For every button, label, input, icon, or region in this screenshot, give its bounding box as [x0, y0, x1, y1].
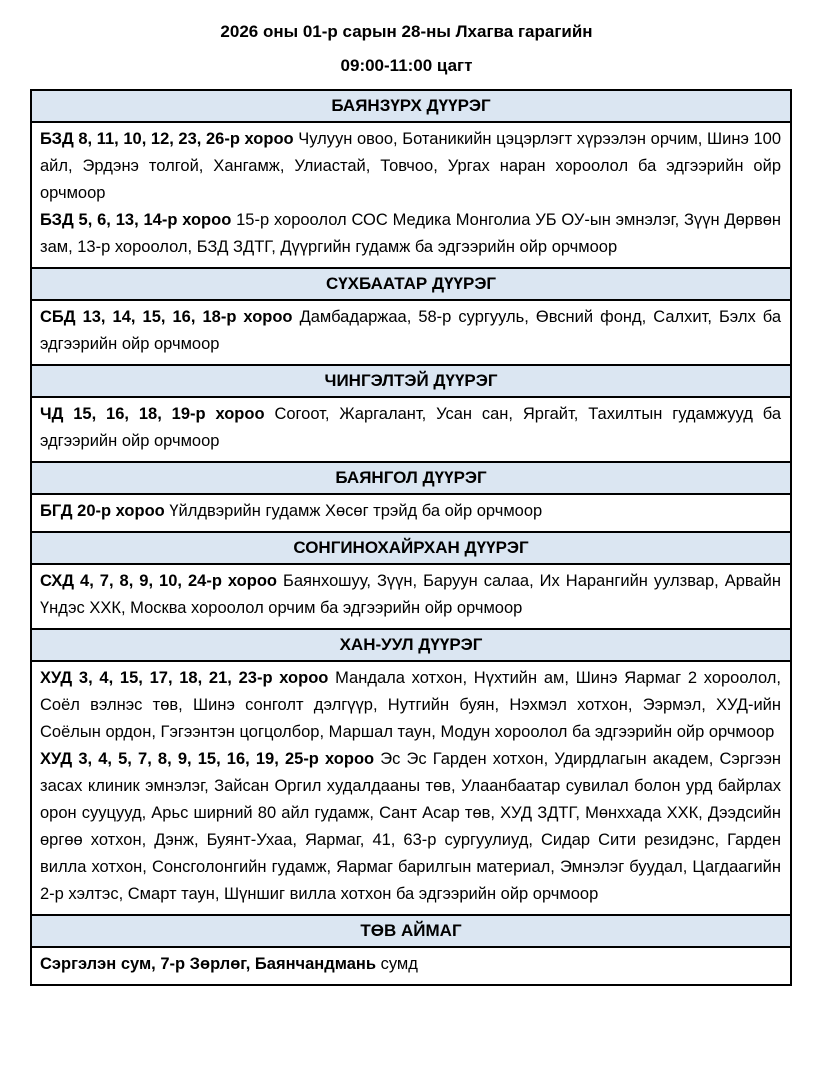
khoroo-list: ХУД 3, 4, 15, 17, 18, 21, 23-р хороо — [40, 669, 329, 687]
district-header: СҮХБААТАР ДҮҮРЭГ — [31, 268, 791, 300]
locations-text: Мандала хотхон, Нүхтийн ам, Шинэ Яармаг 2 хороолол, Соёл вэлнэс төв, Шинэ сонголт дэлгүүр, Нутгийн буян, Нэхмэл хотхон, Ээрмэл, ХУД-ийн Соёлын ордон, Гэгээнтэн цогцолбор, Маршал таун, Модун хороолол ба эдгээрийн ойр орчмоор — [40, 669, 781, 741]
outage-schedule-table — [30, 89, 792, 986]
outage-entry — [40, 498, 781, 525]
section-body-row — [31, 564, 791, 629]
outage-entry — [40, 665, 781, 746]
outage-entry — [40, 126, 781, 207]
section-body-row — [31, 397, 791, 462]
section-body-row — [31, 300, 791, 365]
locations-text: Эс Эс Гарден хотхон, Удирдлагын академ, Сэргээн засах клиник эмнэлэг, Зайсан Оргил худалдааны төв, Улаанбаатар сувилал болон урд байрлах орон сууцууд, Арьс ширний 80 айл гудамж, Сант Асар төв, ХУД ЗДТГ, Мөнххада ХХК, Дээдсийн өргөө хотхон, Дэнж, Буянт-Ухаа, Яармаг, 41, 63-р сургуулиуд, Сидар Сити резидэнс, Гарден вилла хотхон, Сонсголонгийн гудамж, Яармаг барилгын материал, Эмнэлэг буудал, Цагдаагийн 2-р хэлтэс, Смарт таун, Шүншиг вилла хотхон ба эдгээрийн ойр орчмоор — [40, 750, 781, 903]
section-body-row — [31, 122, 791, 268]
outage-entry — [40, 207, 781, 261]
outage-entry — [40, 568, 781, 622]
khoroo-list: СХД 4, 7, 8, 9, 10, 24-р хороо — [40, 572, 277, 590]
section-body-row — [31, 494, 791, 532]
section-header-row — [31, 915, 791, 947]
district-body-cell — [31, 494, 791, 532]
khoroo-list: БГД 20-р хороо — [40, 502, 165, 520]
outage-entry — [40, 746, 781, 908]
locations-text: Чулуун овоо, Ботаникийн цэцэрлэгт хүрээлэн орчим, Шинэ 100 айл, Эрдэнэ толгой, Хангамж, Улиастай, Товчоо, Ургах наран хороолол ба эдгээрийн ойр орчмоор — [40, 130, 781, 202]
locations-text: сумд — [380, 955, 418, 973]
section-header-row — [31, 629, 791, 661]
title-time-line: 09:00-11:00 цагт — [340, 56, 473, 75]
khoroo-list: СБД 13, 14, 15, 16, 18-р хороо — [40, 308, 293, 326]
document-title — [0, 22, 813, 76]
title-date-line: 2026 оны 01-р сарын 28-ны Лхагва гарагийн — [220, 22, 593, 41]
outage-entry — [40, 951, 781, 978]
section-body-row — [31, 947, 791, 985]
section-header-row — [31, 268, 791, 300]
locations-text: Дамбадаржаа, 58-р сургууль, Өвсний фонд, Салхит, Бэлх ба эдгээрийн ойр орчмоор — [40, 308, 781, 353]
district-body-cell — [31, 122, 791, 268]
khoroo-list: ЧД 15, 16, 18, 19-р хороо — [40, 405, 265, 423]
khoroo-list: БЗД 8, 11, 10, 12, 23, 26-р хороо — [40, 130, 294, 148]
district-header: ТӨВ АЙМАГ — [31, 915, 791, 947]
district-header: БАЯНЗҮРХ ДҮҮРЭГ — [31, 90, 791, 122]
section-body-row — [31, 661, 791, 915]
locations-text: 15-р хороолол СОС Медика Монголиа УБ ОУ-ын эмнэлэг, Зүүн Дөрвөн зам, 13-р хороолол, БЗД ЗДТГ, Дүүргийн гудамж ба эдгээрийн ойр орчмоор — [40, 211, 781, 256]
khoroo-list: ХУД 3, 4, 5, 7, 8, 9, 15, 16, 19, 25-р хороо — [40, 750, 375, 768]
section-header-row — [31, 365, 791, 397]
district-body-cell — [31, 300, 791, 365]
district-body-cell — [31, 564, 791, 629]
khoroo-list: Сэргэлэн сум, 7-р Зөрлөг, Баянчандмань — [40, 955, 377, 973]
district-header: СОНГИНОХАЙРХАН ДҮҮРЭГ — [31, 532, 791, 564]
outage-table-body — [31, 90, 791, 985]
district-header: ЧИНГЭЛТЭЙ ДҮҮРЭГ — [31, 365, 791, 397]
locations-text: Үйлдвэрийн гудамж Хөсөг трэйд ба ойр орчмоор — [169, 502, 543, 520]
district-body-cell — [31, 661, 791, 915]
district-header: БАЯНГОЛ ДҮҮРЭГ — [31, 462, 791, 494]
outage-entry — [40, 401, 781, 455]
khoroo-list: БЗД 5, 6, 13, 14-р хороо — [40, 211, 232, 229]
section-header-row — [31, 90, 791, 122]
district-header: ХАН-УУЛ ДҮҮРЭГ — [31, 629, 791, 661]
locations-text: Согоот, Жаргалант, Усан сан, Яргайт, Тахилтын гудамжууд ба эдгээрийн ойр орчмоор — [40, 405, 781, 450]
district-body-cell — [31, 947, 791, 985]
locations-text: Баянхошуу, Зүүн, Баруун салаа, Их Нарангийн уулзвар, Арвайн Үндэс ХХК, Москва хороолол орчим ба эдгээрийн ойр орчмоор — [40, 572, 781, 617]
section-header-row — [31, 462, 791, 494]
section-header-row — [31, 532, 791, 564]
district-body-cell — [31, 397, 791, 462]
outage-entry — [40, 304, 781, 358]
